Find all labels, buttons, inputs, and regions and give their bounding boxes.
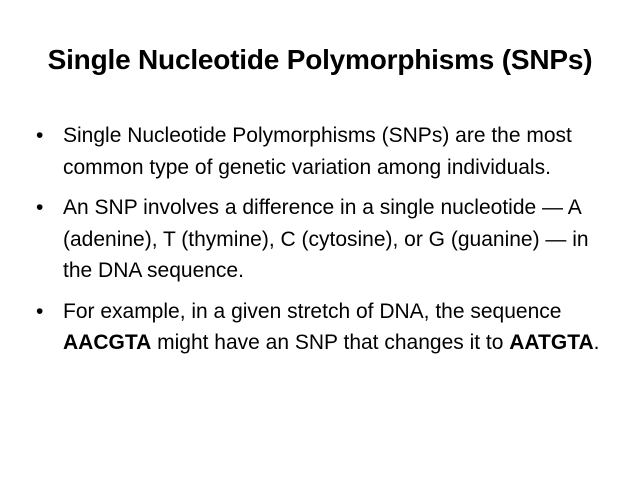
bullet-list — [36, 120, 608, 368]
slide-title: Single Nucleotide Polymorphisms (SNPs) — [47, 44, 593, 75]
bullet-item-example — [36, 296, 608, 359]
bullet-item-definition — [36, 120, 608, 183]
bullet-text: An SNP involves a difference in a single nucleotide — A (adenine), T (thymine), C (cytosine), or G (guanine) — in the DNA sequence. — [63, 196, 589, 282]
bullet-marker: • — [36, 196, 44, 219]
bullet-text-part: For example, in a given stretch of DNA, the sequence — [63, 299, 562, 323]
bullet-marker: • — [36, 299, 44, 323]
sequence-variant: AATGTA — [509, 331, 594, 354]
bullet-marker: • — [36, 124, 44, 147]
bullet-text-part: . — [593, 331, 600, 354]
bullet-text: Single Nucleotide Polymorphisms (SNPs) are the most common type of genetic variation among individuals. — [63, 124, 572, 179]
sequence-original: AACGTA — [63, 331, 152, 354]
bullet-text-part: might have an SNP that changes it to — [151, 331, 510, 354]
bullet-item-nucleotide — [36, 192, 608, 287]
